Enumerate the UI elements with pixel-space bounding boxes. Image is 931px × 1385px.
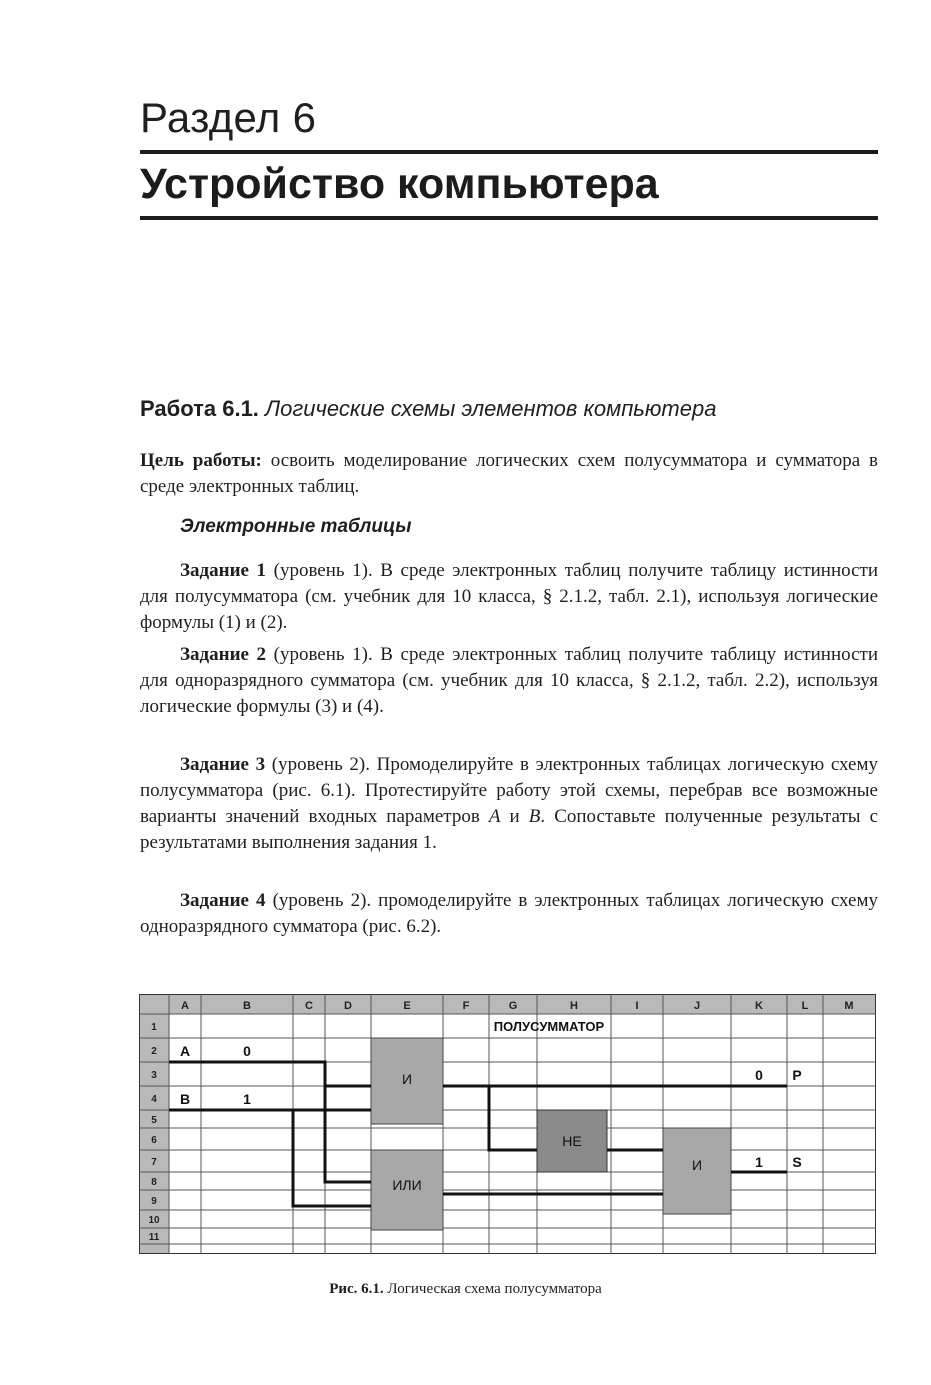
task-text: (уровень 1). В среде электронных таблиц получите таблицу истинности для полусумматора (см. учебник для 10 класса, § 2.1.2, табл. 2.1), используя логические формулы (1) и (2). bbox=[140, 560, 879, 633]
title-rule-top bbox=[140, 150, 878, 154]
task-label: Задание 2 bbox=[180, 644, 267, 665]
col-header: I bbox=[635, 1000, 639, 1012]
input-b-value: 1 bbox=[243, 1091, 251, 1107]
work-title: Логические схемы элементов компьютера bbox=[265, 396, 717, 421]
row-header: 8 bbox=[151, 1177, 157, 1188]
task-text: (уровень 1). В среде электронных таблиц получите таблицу истинности для одноразрядного сумматора (см. учебник для 10 класса, § 2.1.2, табл. 2.2), используя логические формулы (3) и (4). bbox=[140, 644, 879, 717]
half-adder-spreadsheet bbox=[139, 994, 876, 1254]
task-1 bbox=[140, 558, 878, 636]
col-header: A bbox=[181, 1000, 189, 1012]
row-header: 2 bbox=[151, 1046, 157, 1057]
col-header: H bbox=[570, 1000, 578, 1012]
work-heading bbox=[140, 396, 716, 422]
task-label: Задание 1 bbox=[180, 560, 267, 581]
output-s-label: S bbox=[792, 1154, 802, 1170]
or-gate-label: ИЛИ bbox=[392, 1177, 422, 1193]
title-rule-bottom bbox=[140, 216, 878, 220]
work-number: Работа 6.1. bbox=[140, 396, 259, 421]
task-label: Задание 3 bbox=[180, 754, 266, 775]
task-text-b: и bbox=[500, 806, 529, 827]
and-gate-1-label: И bbox=[401, 1071, 413, 1087]
row-header: 10 bbox=[148, 1215, 160, 1226]
row-header: 5 bbox=[151, 1115, 157, 1126]
row-header: 4 bbox=[151, 1094, 157, 1105]
caption-label: Рис. 6.1. bbox=[329, 1281, 384, 1297]
col-header: E bbox=[403, 1000, 411, 1012]
task-text-c: . Сопоставьте полученные результаты с результатами выполнения задания 1. bbox=[140, 806, 879, 853]
task-label: Задание 4 bbox=[180, 890, 266, 911]
task-text-a: (уровень 2). Промоделируйте в электронных таблицах логическую схему полусумматора (рис. 6.1). Протестируйте работу этой схемы, перебрав все возможные варианты значений входных параметров bbox=[140, 754, 879, 827]
row-header: 3 bbox=[151, 1070, 157, 1081]
col-header: F bbox=[462, 1000, 470, 1012]
task-2 bbox=[140, 642, 878, 720]
output-p-value: 0 bbox=[755, 1067, 763, 1083]
col-header: M bbox=[844, 1000, 854, 1012]
goal-label: Цель работы: bbox=[140, 450, 262, 471]
goal-paragraph bbox=[140, 448, 878, 500]
output-p-label: P bbox=[792, 1067, 802, 1083]
figure-caption bbox=[0, 1281, 931, 1298]
caption-text: Логическая схема полусумматора bbox=[387, 1281, 602, 1297]
var-a: A bbox=[488, 806, 501, 827]
input-a-value: 0 bbox=[243, 1043, 251, 1059]
row-header: 1 bbox=[151, 1022, 157, 1033]
row-header: 7 bbox=[151, 1157, 157, 1168]
col-header: C bbox=[305, 1000, 313, 1012]
row-header: 9 bbox=[151, 1196, 157, 1207]
not-gate-label: НЕ bbox=[562, 1133, 582, 1149]
col-header: G bbox=[508, 1000, 518, 1012]
col-header: B bbox=[243, 1000, 251, 1012]
and-gate-2-label: И bbox=[691, 1157, 703, 1173]
sheet-title: ПОЛУСУММАТОР bbox=[493, 1019, 605, 1034]
input-a-label: A bbox=[179, 1043, 191, 1059]
subheading: Электронные таблицы bbox=[180, 516, 412, 537]
task-4 bbox=[140, 888, 878, 940]
row-header: 11 bbox=[148, 1232, 160, 1243]
section-label: Раздел 6 bbox=[140, 94, 317, 141]
input-b-label: B bbox=[179, 1091, 191, 1107]
chapter-title: Устройство компьютера bbox=[140, 160, 659, 208]
task-text: (уровень 2). промоделируйте в электронных таблицах логическую схему одноразрядного сумматора (рис. 6.2). bbox=[140, 890, 878, 937]
col-header: L bbox=[801, 1000, 809, 1012]
col-header: D bbox=[344, 1000, 352, 1012]
goal-text: освоить моделирование логических схем полусумматора и сумматора в среде электронных таблиц. bbox=[140, 450, 879, 497]
row-header: 6 bbox=[151, 1135, 157, 1146]
var-b: B bbox=[528, 806, 541, 827]
task-3 bbox=[140, 752, 878, 856]
col-header: K bbox=[755, 1000, 763, 1012]
col-header: J bbox=[693, 1000, 701, 1012]
output-s-value: 1 bbox=[755, 1154, 763, 1170]
